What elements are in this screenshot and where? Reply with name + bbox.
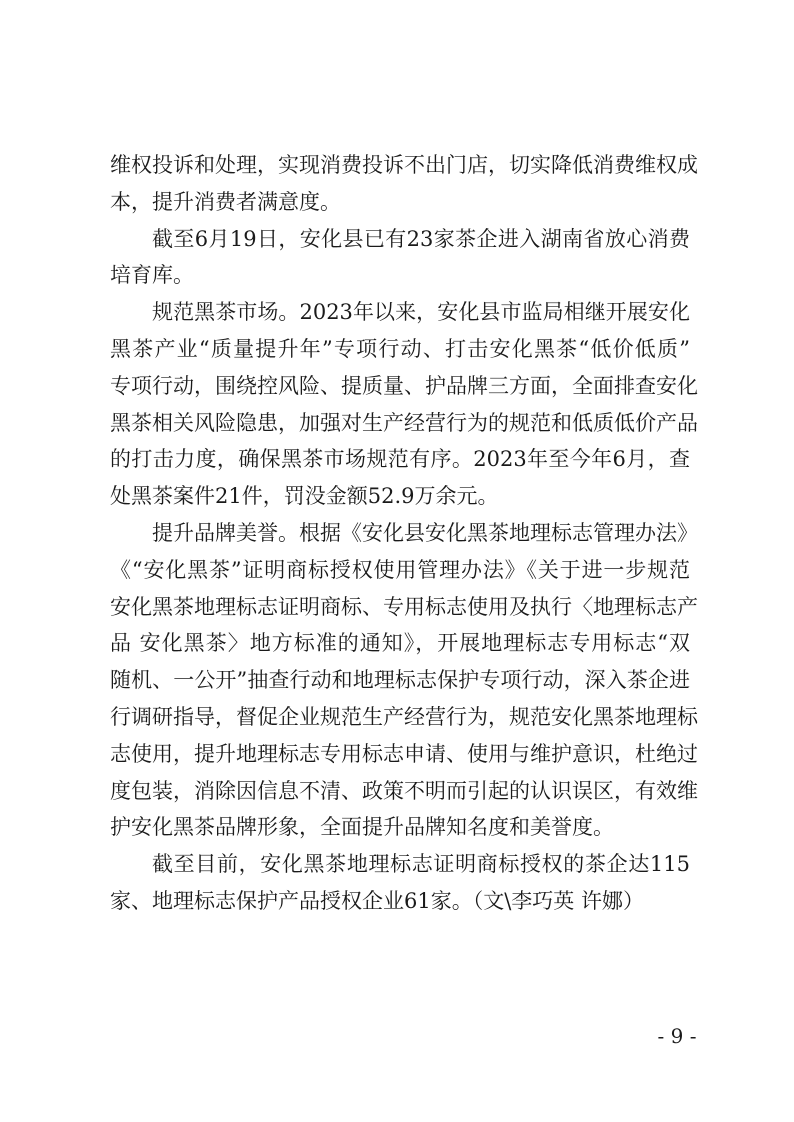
- text-line: 提升品牌美誉。根据《安化县安化黑茶地理标志管理办法》: [152, 520, 698, 545]
- text-line: 黑茶产业“质量提升年”专项行动、打击安化黑茶“低价低质”: [110, 336, 690, 361]
- text-line: 截至目前，安化黑茶地理标志证明商标授权的茶企达115: [152, 852, 690, 877]
- paragraph-consumer-rights: [110, 147, 698, 221]
- text-line: 护安化黑茶品牌形象，全面提升品牌知名度和美誉度。: [110, 815, 614, 840]
- text-line: 品 安化黑茶〉地方标准的通知》，开展地理标志专用标志“双: [110, 631, 690, 656]
- text-line: 志使用，提升地理标志专用标志申请、使用与维护意识，杜绝过: [110, 741, 698, 766]
- text-line: 截至6月19日，安化县已有23家茶企进入湖南省放心消费: [152, 226, 690, 251]
- text-line: 随机、一公开”抽查行动和地理标志保护专项行动，深入茶企进: [110, 668, 690, 693]
- paragraph-incubation-library: [110, 221, 690, 295]
- text-line: 规范黑茶市场。2023年以来，安化县市监局相继开展安化: [152, 300, 690, 325]
- text-line: 黑茶相关风险隐患，加强对生产经营行为的规范和低质低价产品: [110, 410, 698, 435]
- text-line: 专项行动，围绕控风险、提质量、护品牌三方面，全面排查安化: [110, 373, 698, 398]
- text-line: 家、地理标志保护产品授权企业61家。（文\李巧英 许娜）: [110, 888, 644, 913]
- text-line: 维权投诉和处理，实现消费投诉不出门店，切实降低消费维权成: [110, 153, 698, 177]
- paragraph-authorized-enterprises: [110, 846, 690, 920]
- text-line: 处黑茶案件21件，罚没金额52.9万余元。: [110, 484, 499, 509]
- text-line: 本，提升消费者满意度。: [110, 189, 341, 214]
- document-body: [110, 147, 698, 920]
- paragraph-regulate-market: [110, 294, 698, 515]
- text-line: 度包装，消除因信息不清、政策不明而引起的认识误区，有效维: [110, 778, 698, 803]
- text-line: 《“安化黑茶”证明商标授权使用管理办法》《关于进一步规范: [110, 557, 690, 582]
- text-line: 培育库。: [110, 263, 194, 288]
- text-line: 安化黑茶地理标志证明商标、专用标志使用及执行〈地理标志产: [110, 594, 698, 619]
- text-line: 行调研指导，督促企业规范生产经营行为，规范安化黑茶地理标: [110, 704, 698, 729]
- page-number: - 9 -: [657, 1024, 697, 1048]
- paragraph-brand-reputation: [110, 515, 698, 846]
- text-line: 的打击力度，确保黑茶市场规范有序。2023年至今年6月，查: [110, 447, 690, 472]
